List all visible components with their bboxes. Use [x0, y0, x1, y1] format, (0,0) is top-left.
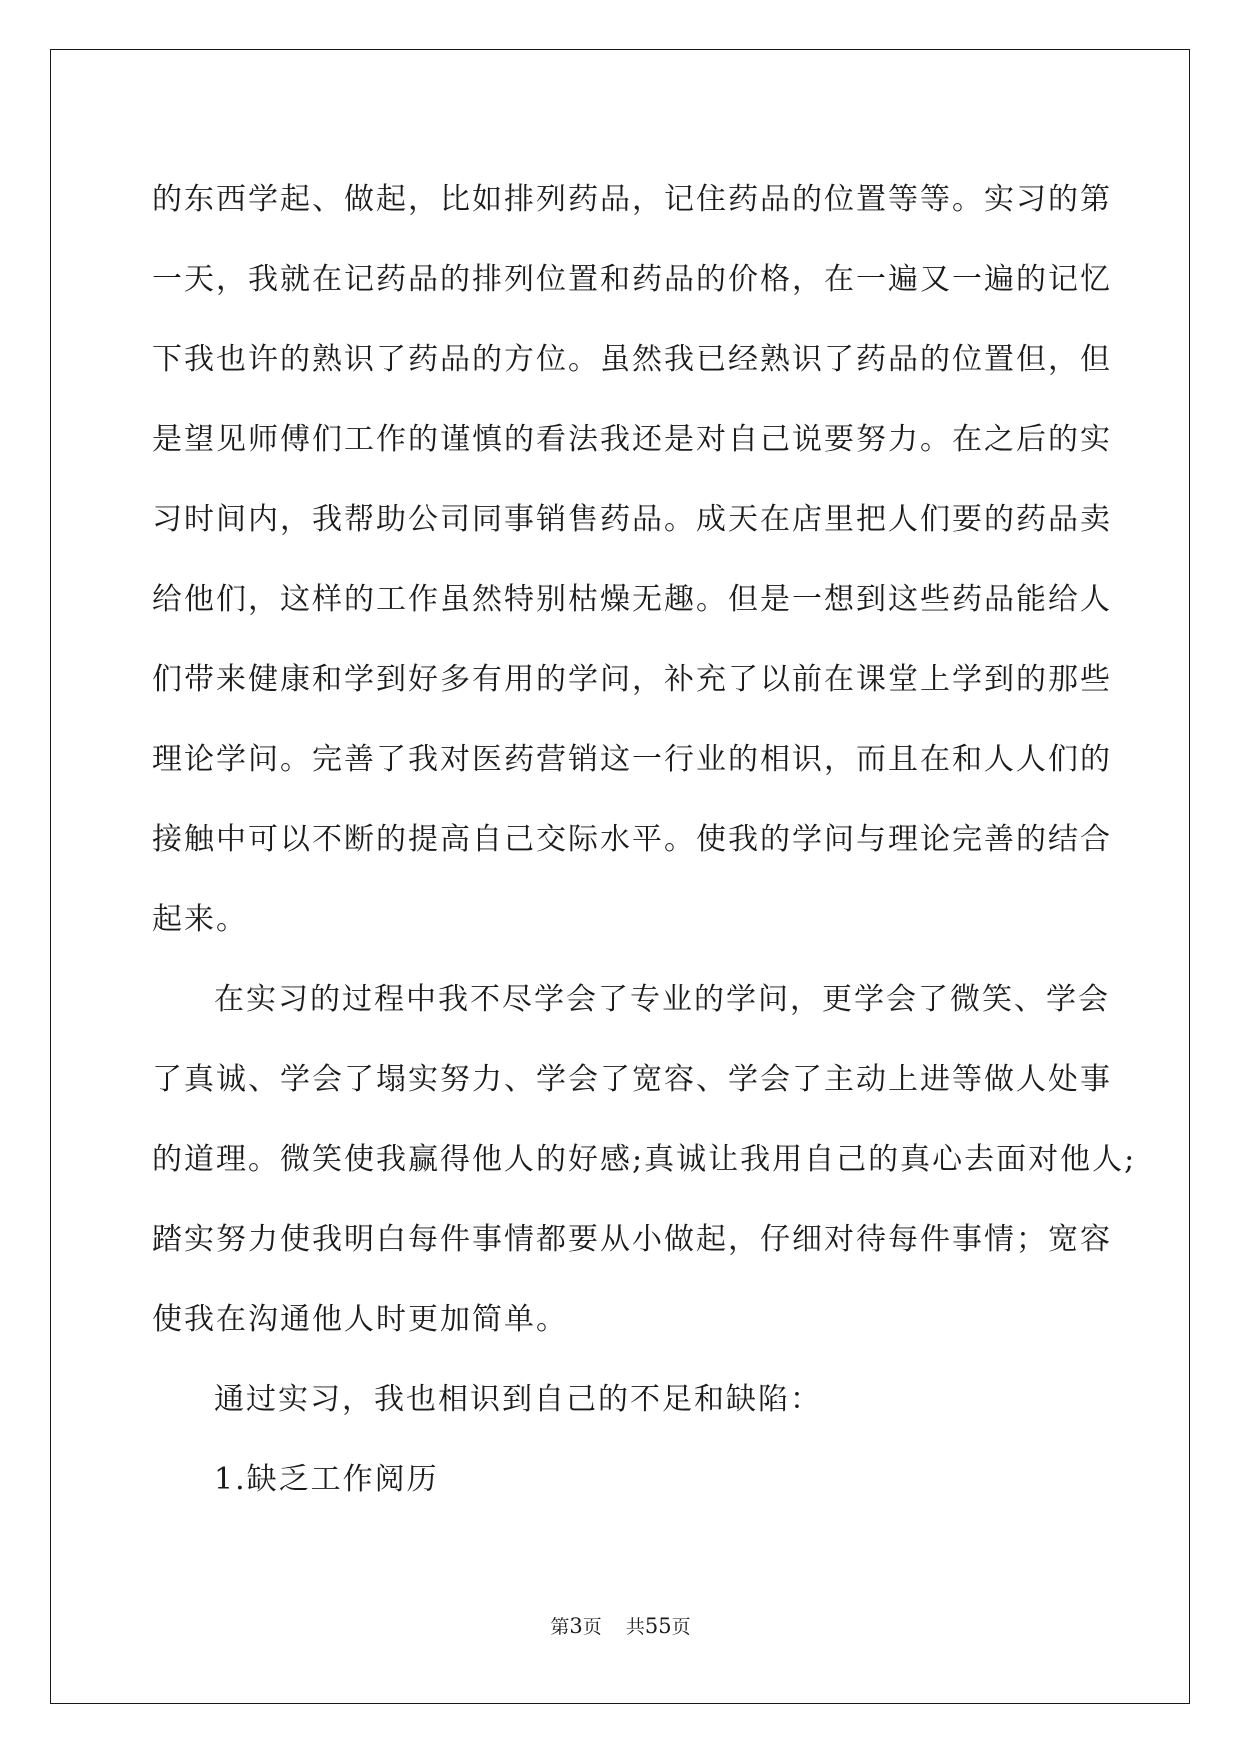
text-line: 一天，我就在记药品的排列位置和药品的价格，在一遍又一遍的记忆 [152, 262, 1112, 297]
text-line: 习时间内，我帮助公司同事销售药品。成天在店里把人们要的药品卖 [152, 502, 1112, 537]
text-line: 使我在沟通他人时更加简单。 [152, 1302, 568, 1337]
list-item-heading: 1.缺乏工作阅历 [214, 1462, 439, 1497]
text-line: 给他们，这样的工作虽然特别枯燥无趣。但是一想到这些药品能给人 [152, 582, 1112, 617]
paragraph-3 [152, 1360, 1092, 1440]
paragraph-2 [152, 960, 1137, 1360]
text-line: 的东西学起、做起，比如排列药品，记住药品的位置等等。实习的第 [152, 182, 1112, 217]
text-line: 在实习的过程中我不尽学会了专业的学问，更学会了微笑、学会 [214, 982, 1110, 1017]
text-line: 是望见师傅们工作的谨慎的看法我还是对自己说要努力。在之后的实 [152, 422, 1112, 457]
page-footer [0, 1612, 1241, 1639]
paragraph-4 [152, 1440, 1092, 1520]
total-page-count: 55 [644, 1614, 672, 1638]
current-page-number: 3 [569, 1614, 583, 1638]
text-line: 踏实努力使我明白每件事情都要从小做起，仔细对待每件事情；宽容 [152, 1222, 1112, 1257]
footer-page-suffix: 页 [582, 1616, 602, 1638]
footer-total-prefix: 共 [625, 1616, 645, 1638]
text-line: 们带来健康和学到好多有用的学问，补充了以前在课堂上学到的那些 [152, 662, 1112, 697]
text-line: 的道理。微笑使我赢得他人的好感;真诚让我用自己的真心去面对他人; [152, 1142, 1137, 1177]
text-line: 下我也许的熟识了药品的方位。虽然我已经熟识了药品的位置但，但 [152, 342, 1112, 377]
document-body [152, 160, 1137, 1520]
text-line: 理论学问。完善了我对医药营销这一行业的相识，而且在和人人们的 [152, 742, 1112, 777]
footer-total-suffix: 页 [671, 1616, 691, 1638]
text-line: 通过实习，我也相识到自己的不足和缺陷： [214, 1382, 822, 1417]
footer-prefix: 第 [550, 1616, 570, 1638]
text-line: 了真诚、学会了塌实努力、学会了宽容、学会了主动上进等做人处事 [152, 1062, 1112, 1097]
text-line: 起来。 [152, 902, 248, 937]
text-line: 接触中可以不断的提高自己交际水平。使我的学问与理论完善的结合 [152, 822, 1112, 857]
paragraph-1 [152, 160, 1112, 960]
